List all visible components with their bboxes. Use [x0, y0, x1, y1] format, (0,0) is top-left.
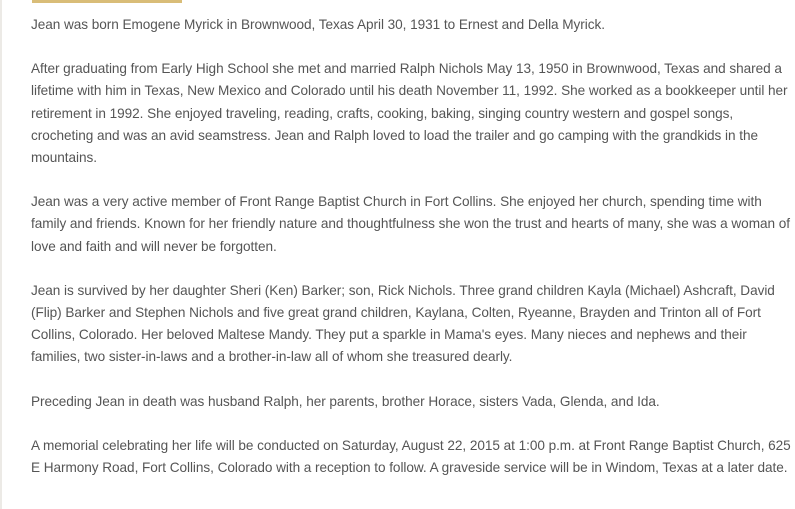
paragraph-survivors: Jean is survived by her daughter Sheri (Ken) Barker; son, Rick Nichols. Three grand children Kayla (Michael) Ashcraft, David (Flip) Barker and Stephen Nichols and five great grand children, Kaylana, Colten, Ryeanne, Brayden and Trinton all of Fort Collins, Colorado. Her beloved Maltese Mandy. They put a sparkle in Mama's eyes. Many nieces and nephews and their families, two sister-in-laws and a brother-in-law all of whom she treasured dearly. — [31, 282, 775, 365]
paragraph-church: Jean was a very active member of Front Range Baptist Church in Fort Collins. She enjoyed her church, spending time with family and friends. Known for her friendly nature and thoughtfulness she won the trust and hearts of many, she was a woman of love and faith and will never be forgotten. — [31, 194, 790, 254]
obituary-text — [31, 14, 791, 479]
paragraph-marriage-life: After graduating from Early High School she met and married Ralph Nichols May 13, 1950 in Brownwood, Texas and shared a lifetime with him in Texas, New Mexico and Colorado until his death November 11, 1992. She worked as a bookkeeper until her retirement in 1992. She enjoyed traveling, reading, crafts, cooking, baking, singing country western and gospel songs, crocheting and was an avid seamstress. Jean and Ralph loved to load the trailer and go camping with the grandkids in the mountains. — [31, 61, 788, 166]
paragraph-memorial: A memorial celebrating her life will be conducted on Saturday, August 22, 2015 at 1:00 p.m. at Front Range Baptist Church, 625 E Harmony Road, Fort Collins, Colorado with a reception to follow. A graveside service will be in Windom, Texas at a later date. — [31, 437, 791, 476]
accent-bar — [32, 0, 182, 3]
paragraph-preceded: Preceding Jean in death was husband Ralph, her parents, brother Horace, sisters Vada, Glenda, and Ida. — [31, 393, 660, 409]
paragraph-birth: Jean was born Emogene Myrick in Brownwood, Texas April 30, 1931 to Ernest and Della Myrick. — [31, 17, 605, 32]
